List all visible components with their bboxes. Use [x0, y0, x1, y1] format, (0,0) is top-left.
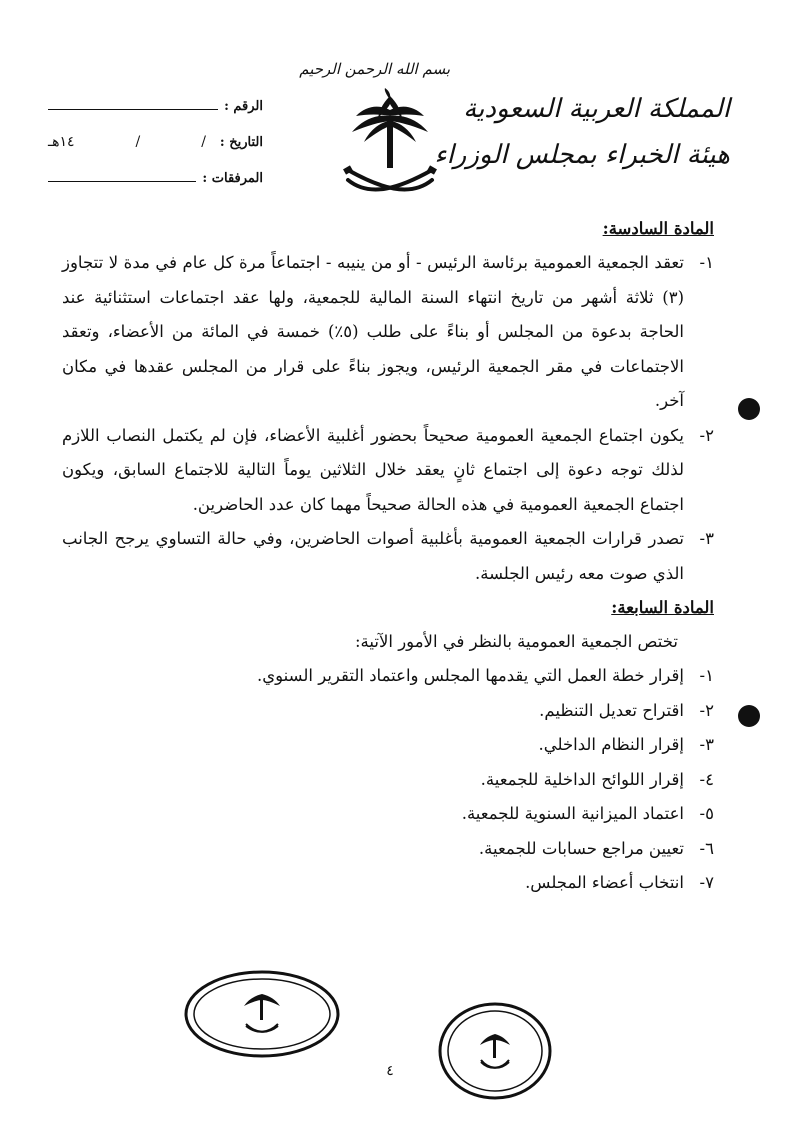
article-7-item	[62, 694, 714, 729]
item-text: انتخاب أعضاء المجلس.	[525, 873, 684, 892]
item-text: يكون اجتماع الجمعية العمومية صحيحاً بحضور أغلبية الأعضاء، فإن لم يكتمل النصاب اللازم لذلك توجه دعوة إلى اجتماع ثانٍ يعقد خلال الثلاثين يوماً التالية للاجتماع السابق، ويكون اجتماع الجمعية العمومية في هذه الحالة صحيحاً مهما كان عدد الحاضرين.	[62, 425, 684, 514]
reference-fields	[48, 88, 263, 196]
item-number: ٣-	[699, 735, 714, 754]
kingdom-name: المملكة العربية السعودية	[463, 94, 730, 124]
item-text: تعقد الجمعية العمومية برئاسة الرئيس - أو من ينيبه - اجتماعاً مرة كل عام في مدة لا تتجاوز (٣) ثلاثة أشهر من تاريخ انتهاء السنة المالية للجمعية، ولها عقد اجتماعات استثنائية عند الحاجة بدعوة من المجلس أو بناءً على طلب (٥٪) خمسة في المائة من الأعضاء، وتعقد الاجتماعات في مقر الجمعية الرئيس، ويجوز بناءً على قرار من المجلس عقدها في مكان آخر.	[62, 253, 685, 410]
item-number: ٢-	[699, 425, 714, 445]
article-7-item	[62, 797, 714, 832]
date-sep-2: /	[135, 134, 141, 150]
item-number: ٧-	[699, 873, 714, 892]
date-year: ١٤هـ	[48, 134, 75, 150]
article-6-item	[62, 419, 714, 523]
attachments-row	[48, 160, 263, 196]
item-text: إقرار خطة العمل التي يقدمها المجلس واعتماد التقرير السنوي.	[256, 666, 684, 685]
attachments-line	[48, 181, 196, 182]
article-7-item	[62, 832, 714, 867]
ref-number-row	[48, 88, 263, 124]
article-6-item	[62, 522, 714, 591]
item-text: اعتماد الميزانية السنوية للجمعية.	[461, 804, 684, 823]
article-6-item	[62, 246, 714, 419]
item-text: إقرار النظام الداخلي.	[538, 735, 684, 754]
article-6-heading: المادة السادسة:	[602, 219, 714, 238]
item-text: إقرار اللوائح الداخلية للجمعية.	[480, 769, 684, 789]
article-7-intro: تختص الجمعية العمومية بالنظر في الأمور الآتية:	[355, 632, 678, 651]
palm-swords-emblem-icon	[340, 88, 440, 203]
ref-number-label: الرقم :	[224, 98, 263, 114]
date-sep-1: /	[201, 134, 206, 150]
date-label: التاريخ :	[219, 134, 263, 150]
item-number: ٢-	[699, 700, 714, 720]
page-number: ٤	[386, 1063, 394, 1079]
basmala: بسم الله الرحمن الرحيم	[299, 60, 450, 78]
date-row	[48, 124, 263, 160]
article-7-item	[62, 866, 714, 901]
article-7-heading: المادة السابعة:	[611, 598, 714, 617]
official-seal-left	[182, 968, 342, 1060]
item-number: ٤-	[699, 769, 714, 789]
authority-name: هيئة الخبراء بمجلس الوزراء	[434, 140, 730, 170]
official-seal-right	[436, 1000, 554, 1102]
letterhead-title	[434, 86, 730, 178]
punch-hole-mark	[738, 705, 760, 727]
item-number: ١-	[699, 666, 714, 685]
item-number: ١-	[699, 253, 714, 272]
item-number: ٦-	[699, 838, 714, 858]
item-text: اقتراح تعديل التنظيم.	[539, 700, 684, 720]
article-7-item	[62, 659, 714, 694]
article-7-item	[62, 763, 714, 798]
item-text: تصدر قرارات الجمعية العمومية بأغلبية أصوات الحاضرين، وفي حالة التساوي يرجح الجانب الذي صوت معه رئيس الجلسة.	[62, 529, 684, 583]
date-value	[48, 134, 220, 150]
item-text: تعيين مراجع حسابات للجمعية.	[478, 838, 684, 858]
document-body	[62, 212, 714, 901]
item-number: ٣-	[699, 529, 714, 548]
ref-number-line	[48, 109, 218, 110]
attachments-label: المرفقات :	[202, 170, 263, 186]
punch-hole-mark	[738, 398, 760, 420]
article-7-item	[62, 728, 714, 763]
item-number: ٥-	[699, 804, 714, 823]
